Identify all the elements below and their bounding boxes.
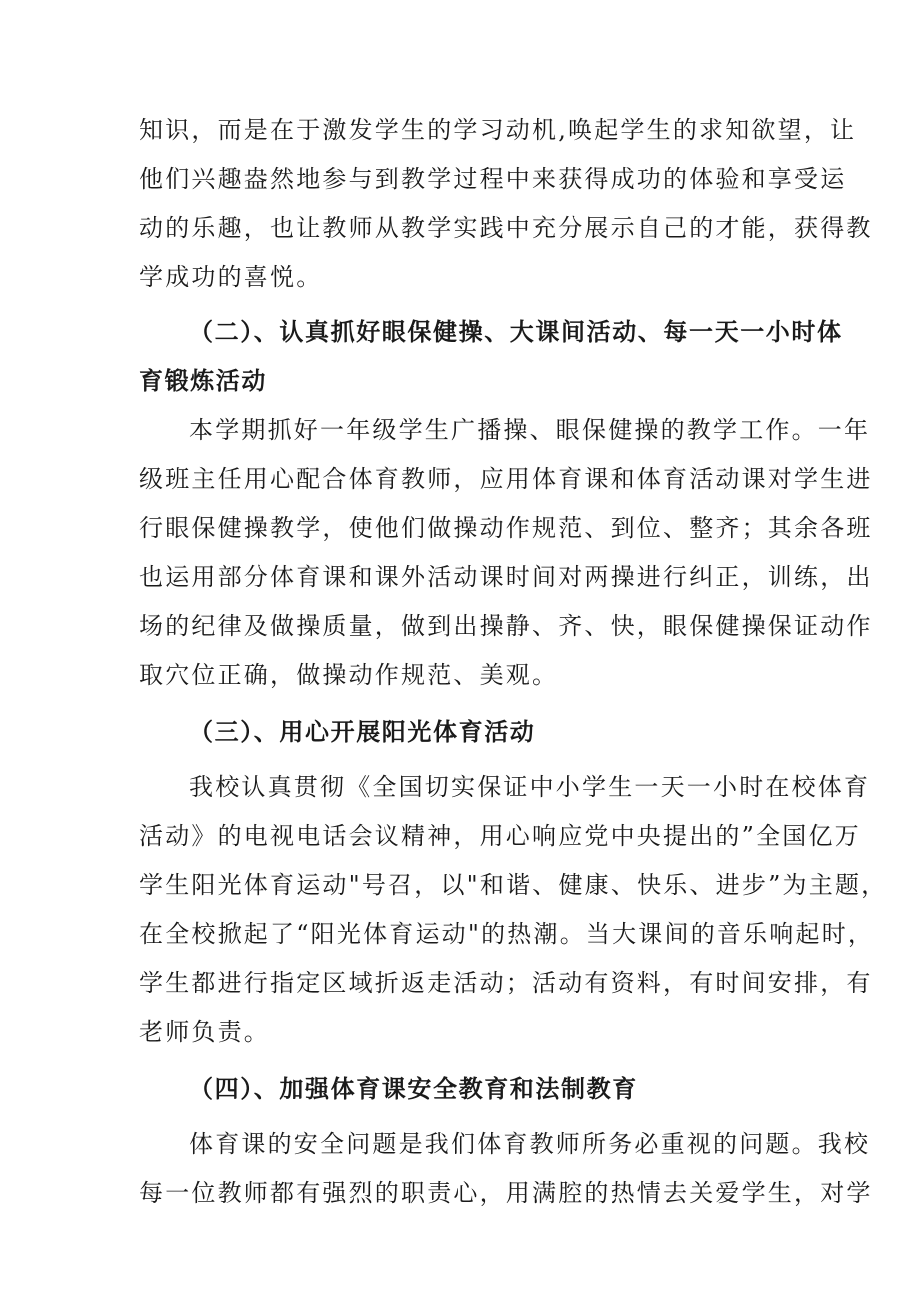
- paragraph-line: 取穴位正确，做操动作规范、美观。: [139, 661, 559, 689]
- paragraph-line: 级班主任用心配合体育教师，应用体育课和体育活动课对学生进: [139, 465, 873, 493]
- section-4-heading: [139, 1065, 789, 1114]
- section-2-body: [139, 406, 873, 700]
- intro-paragraph: [139, 106, 873, 302]
- section-2-heading: [139, 308, 843, 406]
- section-4-body: [139, 1120, 873, 1218]
- paragraph-line: 学成功的喜悦。: [139, 263, 323, 291]
- document-page: [139, 106, 888, 1218]
- paragraph-line: 场的纪律及做操质量，做到出操静、齐、快，眼保健操保证动作: [139, 612, 873, 640]
- paragraph-line: 本学期抓好一年级学生广播操、眼保健操的教学工作。一年: [189, 416, 871, 444]
- paragraph-line: 体育课的安全问题是我们体育教师所务必重视的问题。我校: [189, 1130, 871, 1158]
- heading-line: 育锻炼活动: [139, 367, 267, 395]
- heading-line: （二）、认真抓好眼保健操、大课间活动、每一天一小时体: [189, 318, 843, 346]
- section-3-body: [139, 763, 888, 1057]
- heading-line: （三）、用心开展阳光体育活动: [189, 718, 536, 746]
- paragraph-line: 动的乐趣，也让教师从教学实践中充分展示自己的才能，获得教: [139, 214, 873, 242]
- paragraph-line: 知识，而是在于激发学生的学习动机,唤起学生的求知欲望，让: [139, 116, 857, 144]
- paragraph-line: 活动》的电视电话会议精神，用心响应党中央提出的”全国亿万: [139, 822, 861, 850]
- paragraph-line: 学生阳光体育运动"号召，以"和谐、健康、快乐、进步”为主题，: [139, 871, 888, 899]
- paragraph-line: 行眼保健操教学，使他们做操动作规范、到位、整齐；其余各班: [139, 514, 873, 542]
- paragraph-line: 学生都进行指定区域折返走活动；活动有资料，有时间安排，有: [139, 969, 873, 997]
- paragraph-line: 在全校掀起了“阳光体育运动"的热潮。当大课间的音乐响起时，: [139, 920, 875, 948]
- section-3-heading: [139, 708, 789, 757]
- paragraph-line: 他们兴趣盎然地参与到教学过程中来获得成功的体验和享受运: [139, 165, 847, 193]
- paragraph-line: 也运用部分体育课和课外活动课时间对两操进行纠正，训练，出: [139, 563, 873, 591]
- heading-line: （四）、加强体育课安全教育和法制教育: [189, 1075, 638, 1103]
- paragraph-line: 老师负责。: [139, 1018, 270, 1046]
- paragraph-line: 我校认真贯彻《全国切实保证中小学生一天一小时在校体育: [189, 773, 871, 801]
- paragraph-line: 每一位教师都有强烈的职责心，用满腔的热情去关爱学生，对学: [139, 1179, 873, 1207]
